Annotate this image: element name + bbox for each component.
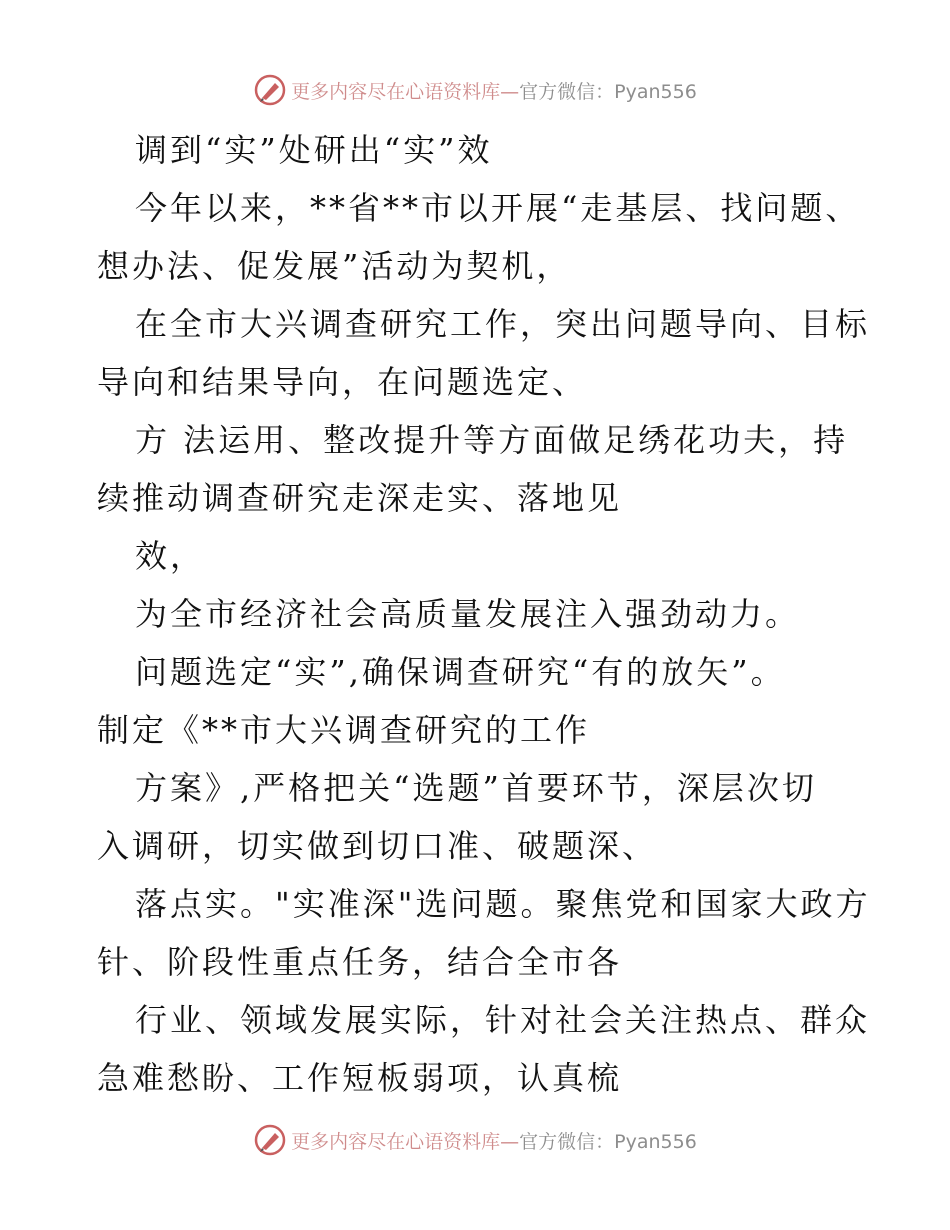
- paragraph-line: 续推动调查研究走深走实、落地见: [97, 479, 623, 517]
- paragraph-line: 方案》,严格把关“选题”首要环节，深层次切: [135, 769, 817, 807]
- paragraph-line: 制定《**市大兴调查研究的工作: [97, 711, 591, 749]
- banner-site-name: 更多内容尽在心语资料库—: [291, 80, 520, 103]
- paragraph-line: 效，: [135, 537, 206, 575]
- paragraph-line: 问题选定“实”,确保调查研究“有的放矢”。: [135, 653, 786, 691]
- banner-site-name: 更多内容尽在心语资料库—: [291, 1130, 520, 1153]
- pen-logo-icon: [253, 73, 287, 107]
- paragraph-line: 行业、领域发展实际，针对社会关注热点、群众: [135, 1001, 871, 1039]
- paragraph-line: 导向和结果导向，在问题选定、: [97, 363, 588, 401]
- banner-text: [291, 1127, 697, 1154]
- paragraph-line: 今年以来，**省**市以开展“走基层、找问题、: [135, 189, 861, 227]
- paragraph-line: 针、阶段性重点任务，结合全市各: [97, 943, 623, 981]
- footer-banner: [0, 1120, 950, 1160]
- paragraph-line: 入调研，切实做到切口准、破题深、: [97, 827, 658, 865]
- doc-title: 调到“实”处研出“实”效: [135, 131, 493, 169]
- paragraph-line: 方 法运用、整改提升等方面做足绣花功夫，持: [135, 421, 849, 459]
- paragraph-line: 落点实。"实准深"选问题。聚焦党和国家大政方: [135, 885, 871, 923]
- banner-text: [291, 77, 697, 104]
- header-banner: [0, 70, 950, 110]
- paragraph-line: 为全市经济社会高质量发展注入强劲动力。: [135, 595, 801, 633]
- paragraph-line: 急难愁盼、工作短板弱项，认真梳: [97, 1059, 623, 1097]
- paragraph-line: 想办法、促发展”活动为契机，: [97, 247, 572, 285]
- banner-wechat: 官方微信：Pyan556: [519, 1130, 697, 1153]
- banner-wechat: 官方微信：Pyan556: [519, 80, 697, 103]
- paragraph-line: 在全市大兴调查研究工作，突出问题导向、目标: [135, 305, 871, 343]
- pen-logo-icon: [253, 1123, 287, 1157]
